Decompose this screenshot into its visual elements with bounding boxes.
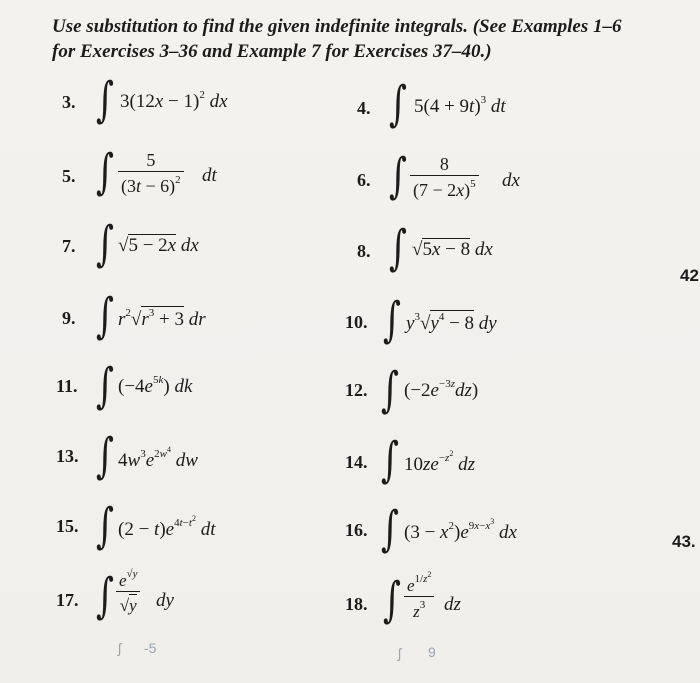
integral-sign: ∫ <box>96 358 115 414</box>
integral-sign: ∫ <box>96 428 115 484</box>
margin-number-43: 43. <box>672 532 696 551</box>
fraction: $\frac{5}{(3t - 6)^2}$ <box>118 150 184 197</box>
integrand: $3(12x - 1)^2$ dx <box>120 89 228 112</box>
differential: dz <box>444 594 461 615</box>
integral-sign: ∫ <box>96 144 115 200</box>
integrand: $y^3√y^4 - 8$ dy <box>406 311 497 334</box>
margin-number-42: 42 <box>680 266 699 285</box>
integral-sign: ∫ <box>96 568 115 624</box>
faint-mark-right: 9 <box>428 644 436 660</box>
instructions-line-2: for Exercises 3–36 and Example 7 for Exercises 37–40.) <box>52 41 492 62</box>
faint-stroke: ʃ <box>118 640 122 656</box>
problem-number: 18. <box>345 594 368 614</box>
problem-number: 17. <box>56 590 79 610</box>
problem-number: 6. <box>357 170 371 190</box>
problem-number: 7. <box>62 236 76 256</box>
integral-sign: ∫ <box>389 148 408 204</box>
problem-number: 16. <box>345 520 368 540</box>
integrand: $10ze^{-z^2}$ dz <box>404 449 475 475</box>
fraction: $\frac{e^{√y}}{√y}$ <box>116 568 140 616</box>
problem-number: 11. <box>56 376 78 396</box>
fraction: $\frac{8}{(7 - 2x)^5}$ <box>410 154 479 201</box>
problem-number: 3. <box>62 92 76 112</box>
problem-number: 13. <box>56 446 79 466</box>
differential: dx <box>502 170 520 191</box>
integrand: $4w^3e^{2w^4}$ dw <box>118 445 198 471</box>
integral-sign: ∫ <box>381 362 400 418</box>
integrand: $(-2e^{-3z}dz)$ <box>404 378 479 401</box>
problem-number: 4. <box>357 98 371 118</box>
faint-stroke: ʃ <box>398 645 402 661</box>
faint-mark-left: -5 <box>144 640 157 656</box>
problem-number: 14. <box>345 452 368 472</box>
integral-sign: ∫ <box>381 432 400 488</box>
problem-number: 8. <box>357 241 371 261</box>
problem-number: 15. <box>56 516 79 536</box>
integral-sign: ∫ <box>389 220 408 276</box>
instructions <box>52 14 662 64</box>
integrand: $5(4 + 9t)^3$ dt <box>414 94 506 117</box>
integrand: √5 − 2x dx <box>118 235 199 256</box>
integral-sign: ∫ <box>96 72 115 128</box>
integral-sign: ∫ <box>383 292 402 348</box>
integral-sign: ∫ <box>389 76 408 132</box>
differential: dy <box>156 590 174 611</box>
instructions-line-1: Use substitution to find the given indefinite integrals. (See Examples 1–6 <box>52 16 622 37</box>
integrand: √5x − 8 dx <box>412 239 493 260</box>
fraction: $\frac{e^{1/z^2}}{z^3}$ <box>404 570 434 622</box>
problem-number: 5. <box>62 166 76 186</box>
integral-sign: ∫ <box>96 498 115 554</box>
integrand: $(3 - x^2)e^{9x-x^3}$ dx <box>404 517 517 543</box>
problem-number: 9. <box>62 308 76 328</box>
problem-number: 12. <box>345 380 368 400</box>
problem-number: 10. <box>345 312 368 332</box>
differential: dt <box>202 165 217 186</box>
integral-sign: ∫ <box>381 501 400 557</box>
integrand: $(2 - t)e^{4t-t^2}$ dt <box>118 514 216 540</box>
integrand: $(-4e^{5k})$ dk <box>118 374 193 397</box>
integral-sign: ∫ <box>96 216 115 272</box>
integral-sign: ∫ <box>96 288 115 344</box>
integrand: $r^2√r^3 + 3$ dr <box>118 307 206 330</box>
integral-sign: ∫ <box>383 572 402 628</box>
